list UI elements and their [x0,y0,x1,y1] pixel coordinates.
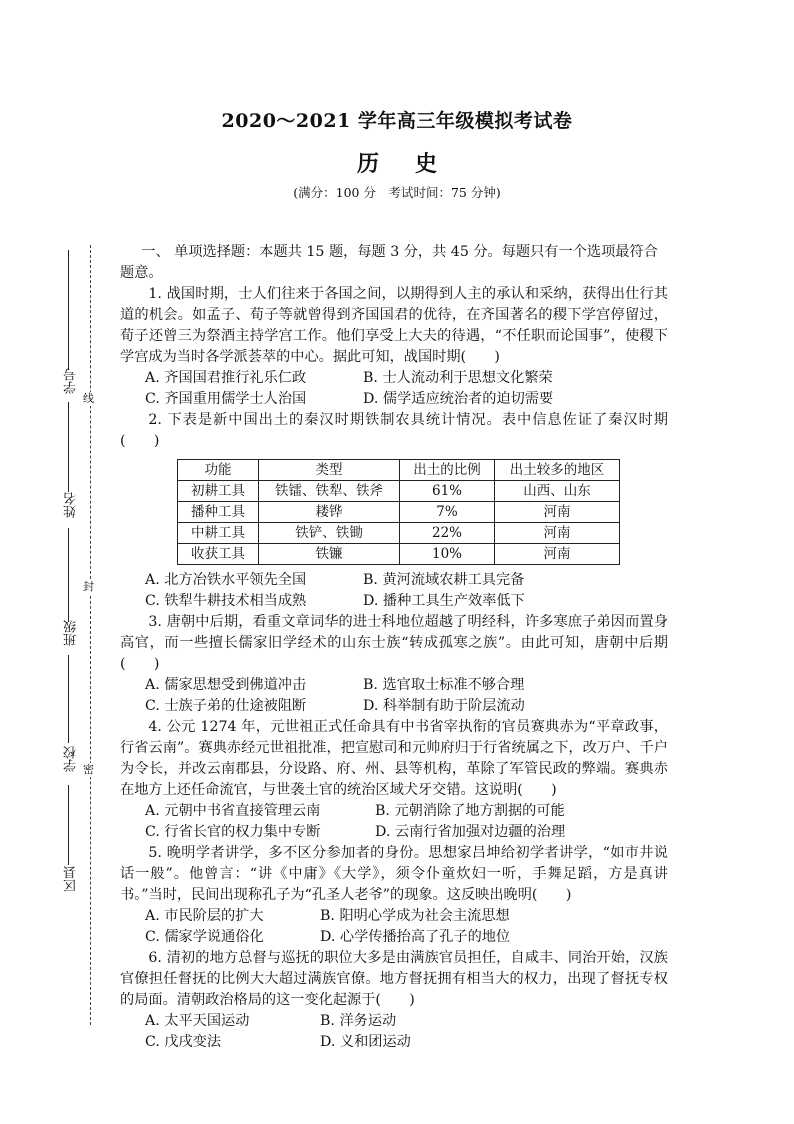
question-stem: 1. 战国时期，士人们往来于各国之间，以期得到人主的承认和采纳，获得出仕行其道的机会。如孟子、荀子等就曾得到齐国国君的优待，在齐国著名的稷下学宫停留过，荀子还曾三为祭酒主持学宫工作。他们享受上大夫的待遇，“不任职而论国事”，使稷下学宫成为当时各学派荟萃的中心。据此可知，战国时期( ) [120,286,668,365]
table-cell: 收获工具 [178,544,259,565]
question-6 [120,948,668,1053]
question-stem: 5. 晚明学者讲学，多不区分参加者的身份。思想家吕坤给初学者讲学，“如市井说话一般”。他曾言：“讲《中庸》《大学》，须令仆童炊妇一听，手舞足蹈，方是真讲书。”当时，民间出现称孔子为“孔圣人老爷”的现象。这反映出晚明( ) [120,845,668,903]
options [120,368,668,410]
subject-title: 历史 [356,151,473,177]
table-header-row [178,460,620,481]
option-d: D. 义和团运动 [320,1034,411,1050]
option-a: A. 太平天国运动 [145,1013,250,1029]
table-row [178,544,620,565]
student-id-label: 学号 [64,368,79,394]
table-row [178,481,620,502]
table-cell: 61% [400,481,495,502]
options [120,675,668,717]
question-stem: 6. 清初的地方总督与巡抚的职位大多是由满族官员担任，自咸丰、同治开始，汉族官僚担任督抚的比例大大超过满族官僚。地方督抚拥有相当大的权力，出现了督抚专权的局面。清朝政治格局的这一变化起源于( ) [120,950,668,1008]
table-cell: 河南 [495,544,620,565]
class-line [68,528,69,622]
option-b: B. 士人流动利于思想文化繁荣 [363,370,553,386]
question-stem: 4. 公元 1274 年，元世祖正式任命具有中书省宰执衔的官员赛典赤为“平章政事，行省云南”。赛典赤经元世祖批准，把宣慰司和元帅府归于行省统属之下，改万户、千户为令长，并改云南郡县，分设路、府、州、县等机构，革除了军管民政的弊端。赛典赤在地方上还任命流官，与世袭土官的统治区域犬牙交错。这说明( ) [120,719,668,798]
table-cell: 河南 [495,502,620,523]
table-cell: 7% [400,502,495,523]
option-a: A. 齐国国君推行礼乐仁政 [145,370,307,386]
table-cell: 10% [400,544,495,565]
exam-meta: (满分：100 分 考试时间：75 分钟) [293,185,501,200]
option-d: D. 心学传播抬高了孔子的地位 [320,929,511,945]
table-cell: 中耕工具 [178,523,259,544]
option-a: A. 北方冶铁水平领先全国 [145,572,307,588]
table-cell: 初耕工具 [178,481,259,502]
exam-title: 2020～2021 学年高三年级模拟考试卷 [221,110,573,132]
question-3 [120,612,668,717]
option-c: C. 戊戌变法 [145,1034,222,1050]
option-c: C. 铁犁牛耕技术相当成熟 [145,593,307,609]
student-id-line [68,250,69,370]
question-stem: 3. 唐朝中后期，看重文章词华的进士科地位超越了明经科，许多寒庶子弟因而置身高官，而一些擅长儒家旧学经术的山东士族“转成孤寒之族”。由此可知，唐朝中后期( ) [120,614,668,672]
question-2 [120,410,668,612]
option-b: B. 黄河流域农耕工具完备 [363,572,525,588]
option-c: C. 士族子弟的仕途被阻断 [145,698,307,714]
district-label: 区县 [64,866,79,892]
district-line [68,785,69,865]
table-cell: 山西、山东 [495,481,620,502]
option-c: C. 齐国重用儒学士人治国 [145,391,307,407]
table-cell: 耧铧 [259,502,400,523]
option-d: D. 儒学适应统治者的迫切需要 [363,391,554,407]
table-header-cell: 类型 [259,460,400,481]
name-line [68,402,69,492]
question-4 [120,717,668,843]
table-cell: 铁镭、铁犁、铁斧 [259,481,400,502]
option-a: A. 元朝中书省直接管理云南 [145,803,321,819]
seal-char-xian: 线 [83,392,94,405]
option-d: D. 云南行省加强对边疆的治理 [375,824,566,840]
option-b: B. 阳明心学成为社会主流思想 [320,908,510,924]
name-label: 姓名 [64,492,79,518]
question-5 [120,843,668,948]
table-cell: 铁镰 [259,544,400,565]
option-a: A. 市民阶层的扩大 [145,908,264,924]
option-d: D. 科举制有助于阶层流动 [363,698,525,714]
option-c: C. 行省长官的权力集中专断 [145,824,321,840]
class-label: 班级 [64,620,79,646]
table-cell: 铁铲、铁锄 [259,523,400,544]
table-header-cell: 功能 [178,460,259,481]
option-d: D. 播种工具生产效率低下 [363,593,525,609]
seal-char-mi: 密 [83,763,94,776]
seal-char-feng: 封 [83,580,94,593]
school-label: 学校 [64,746,79,772]
option-a: A. 儒家思想受到佛道冲击 [145,677,307,693]
table-header-cell: 出土的比例 [400,460,495,481]
options [120,1011,668,1053]
farm-tools-table [177,459,620,565]
table-row [178,502,620,523]
option-b: B. 选官取士标准不够合理 [363,677,525,693]
question-1 [120,284,668,410]
section-heading: 一、 单项选择题：本题共 15 题，每题 3 分，共 45 分。每题只有一个选项最符合题意。 [120,244,658,281]
binding-dashed-line [90,245,91,1025]
table-cell: 河南 [495,523,620,544]
question-content [120,242,668,1053]
question-stem: 2. 下表是新中国出土的秦汉时期铁制农具统计情况。表中信息佐证了秦汉时期( ) [120,412,668,449]
options [120,906,668,948]
option-c: C. 儒家学说通俗化 [145,929,264,945]
options [120,570,668,612]
option-b: B. 洋务运动 [320,1013,397,1029]
table-cell: 播种工具 [178,502,259,523]
table-header-cell: 出土较多的地区 [495,460,620,481]
options [120,801,668,843]
table-row [178,523,620,544]
table-cell: 22% [400,523,495,544]
school-line [68,655,69,743]
option-b: B. 元朝消除了地方割据的可能 [375,803,565,819]
